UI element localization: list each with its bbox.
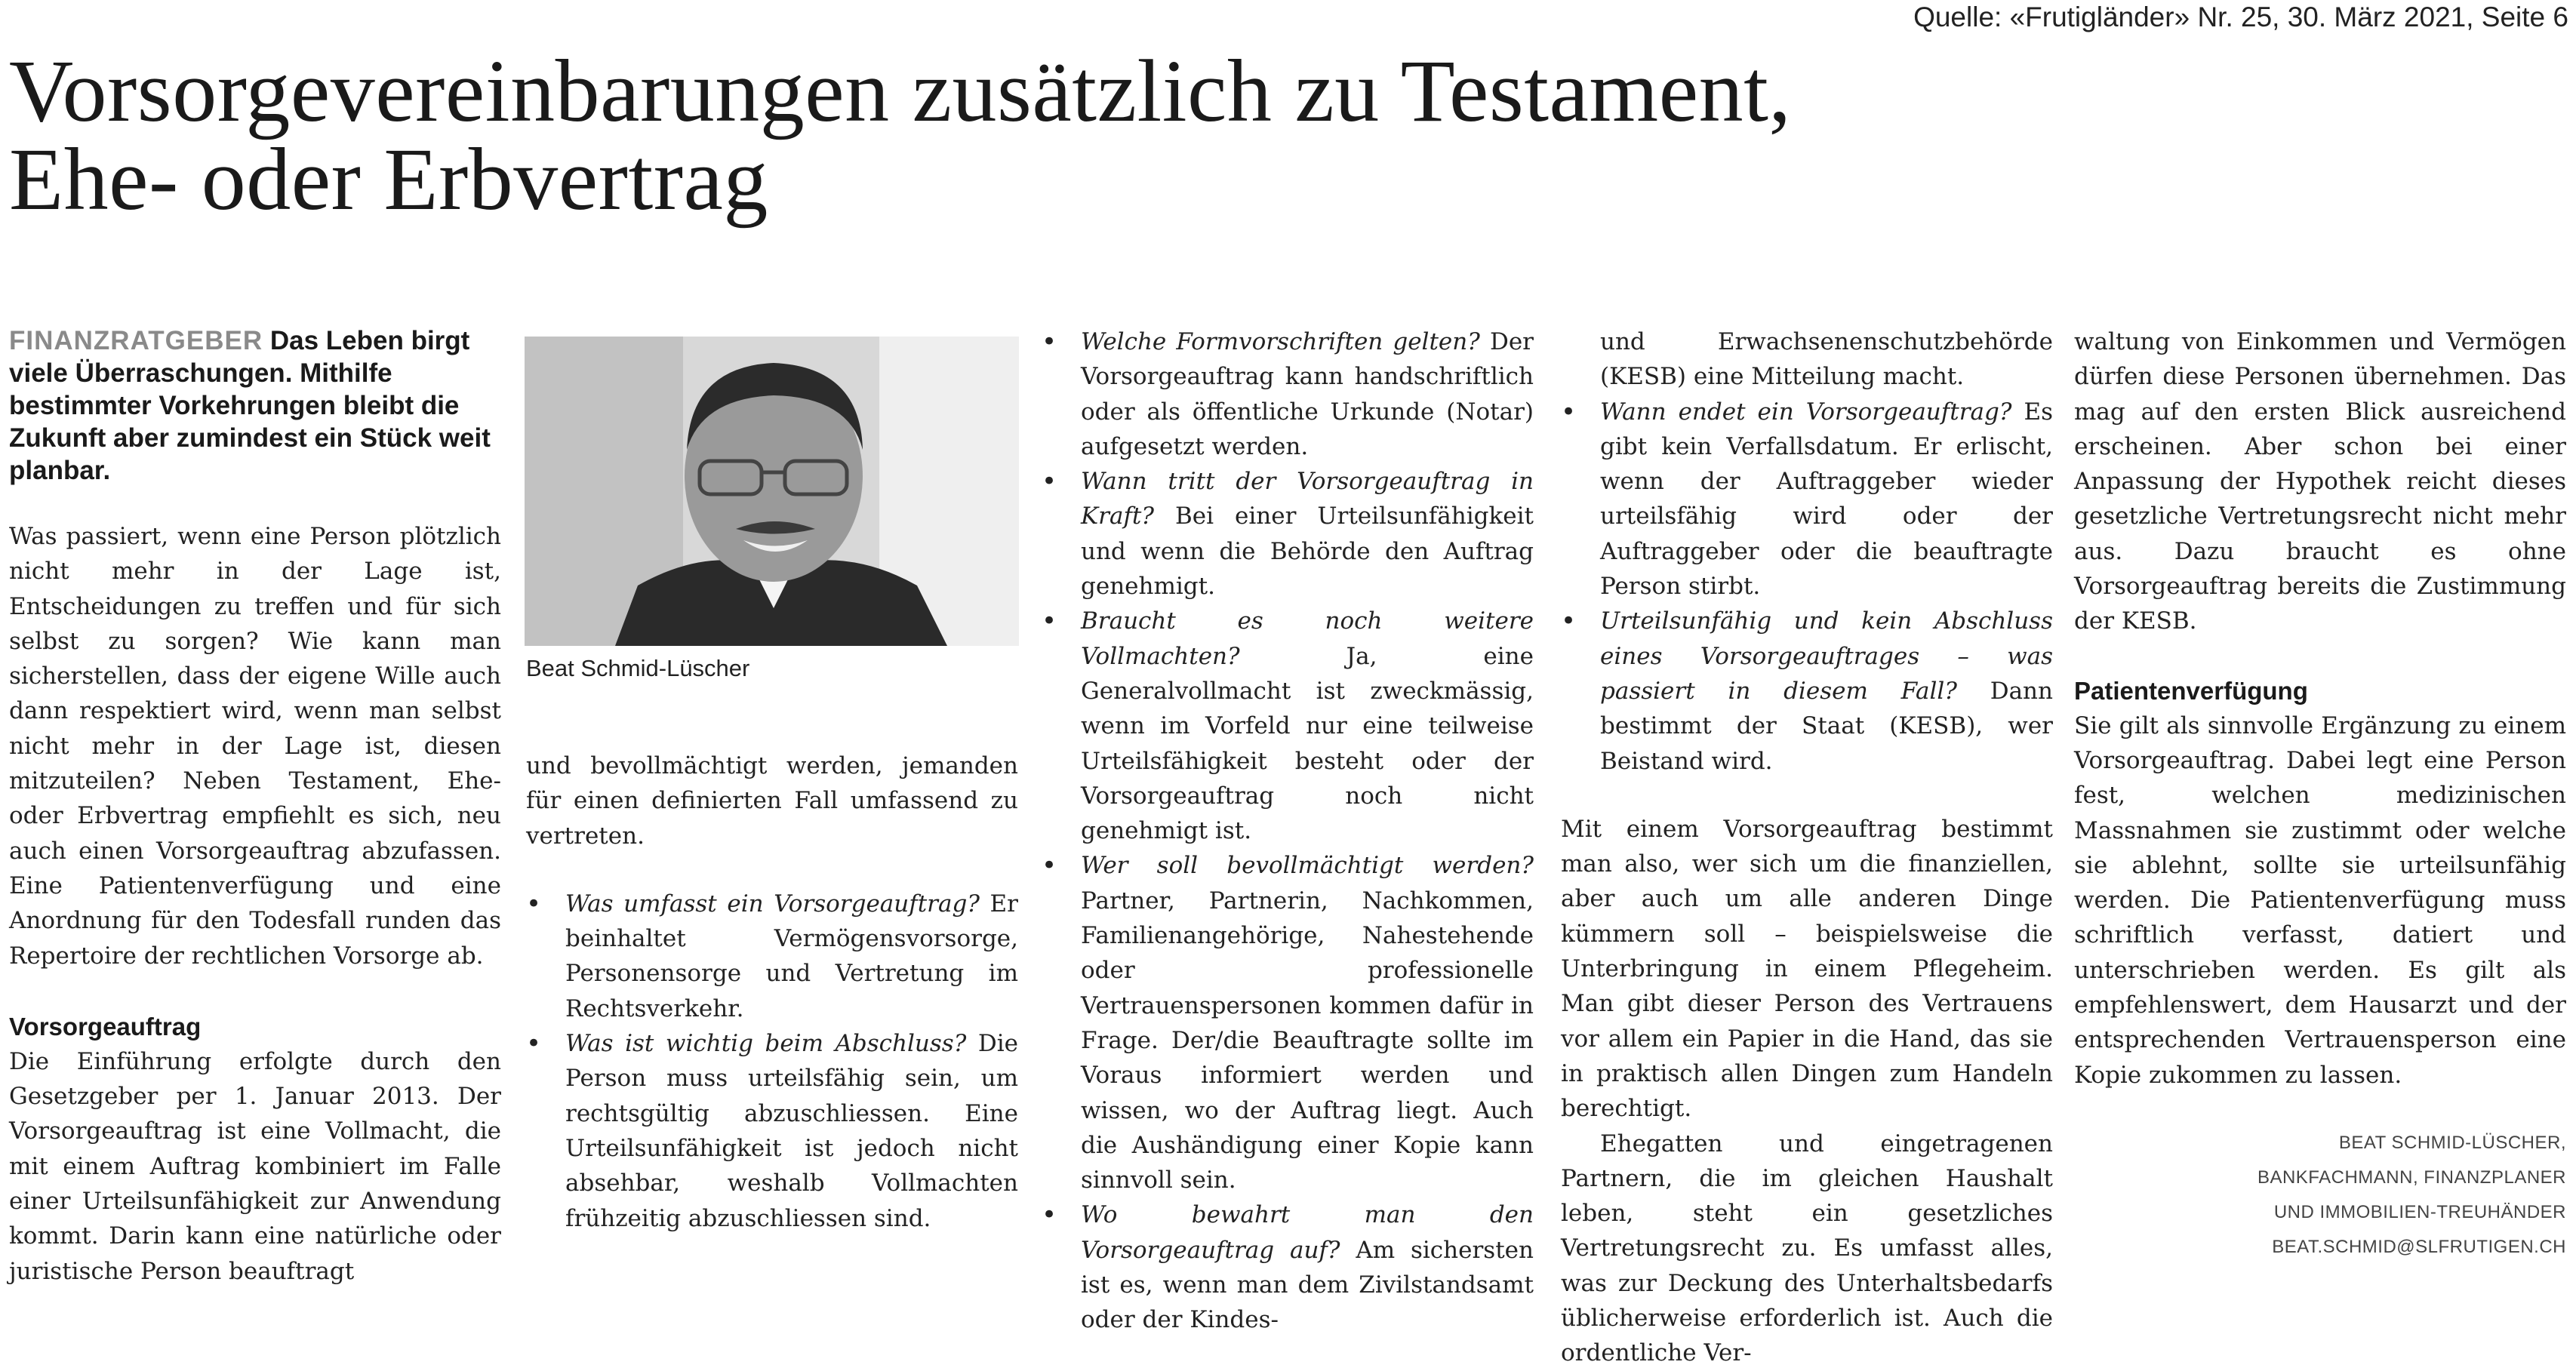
intro-lead	[9, 324, 501, 487]
bullet-question: Wo bewahrt man den Vorsorgeauftrag auf?	[1081, 1201, 1534, 1264]
page-title	[9, 41, 2568, 229]
bullet-question: Wann tritt der Vorsorgeauftrag in Kraft?	[1081, 468, 1534, 530]
bullet-answer: Er beinhaltet Vermögensvorsorge, Personensorge und Vertretung im Rechtsverkehr.	[565, 890, 1018, 1022]
paragraph: Ehegatten und eingetragenen Partnern, die im gleichen Haushalt leben, steht ein gesetzliches Vertretungsrecht zu. Es umfasst alles, was zur Deckung des Unterhaltsbedarfs üblicherweise erforderlich ist. Auch die ordentliche Ver-	[1561, 1130, 2053, 1367]
article-column-4	[1561, 324, 2053, 1371]
headline-line-1: Vorsorgevereinbarungen zusätzlich zu Testament,	[9, 41, 1792, 140]
bullet-question: Braucht es noch weitere Vollmachten?	[1081, 607, 1534, 670]
bullet-question: Welche Formvorschriften gelten?	[1081, 328, 1480, 355]
byline-line: UND IMMOBILIEN-TREUHÄNDER	[2273, 1201, 2566, 1222]
section-heading-vorsorgeauftrag: Vorsorgeauftrag	[9, 1012, 202, 1041]
photo-caption: Beat Schmid-Lüscher	[526, 655, 750, 681]
list-item	[1042, 604, 1534, 848]
bullet-question: Wann endet ein Vorsorgeauftrag?	[1600, 398, 2012, 426]
bullet-answer: Die Person muss urteilsfähig sein, um rechtsgültig abzuschliessen. Eine Urteilsunfähigkeit ist jedoch nicht absehbar, weshalb Vollmachten frühzeitig abzuschliessen sind.	[565, 1030, 1018, 1232]
byline-line: BEAT SCHMID-LÜSCHER,	[2338, 1132, 2566, 1153]
headline-line-2: Ehe- oder Erbvertrag	[9, 130, 768, 229]
paragraph: und bevollmächtigt werden, jemanden für einen definierten Fall umfassend zu vertreten.	[526, 752, 1018, 850]
bullet-answer: Bei einer Urteilsunfähigkeit und wenn die Behörde den Auftrag genehmigt.	[1081, 503, 1534, 601]
bullet-list	[526, 887, 1018, 1236]
bullet-list	[1042, 324, 1534, 1338]
paragraph: Was passiert, wenn eine Person plötzlich nicht mehr in der Lage ist, Entscheidungen zu treffen und für sich selbst zu sorgen? Wie kann man sicherstellen, dass der eigene Wille auch dann respektiert wird, wenn man selbst nicht mehr in der Lage ist, diesen mitzuteilen? Neben Testament, Ehe- oder Erbvertrag empfiehlt es sich, neu auch einen Vorsorgeauftrag abzufassen. Eine Patientenverfügung und eine Anordnung für den Todesfall runden das Repertoire der rechtlichen Vorsorge ab.	[9, 523, 501, 970]
intro-text: Das Leben birgt viele Überraschungen. Mithilfe bestimmter Vorkehrungen bleibt die Zukunft aber zumindest ein Stück weit planbar.	[9, 326, 491, 485]
bullet-question: Wer soll bevollmächtigt werden?	[1081, 852, 1534, 880]
article-column-1	[9, 324, 501, 1289]
bullet-answer: Am sichersten ist es, wenn man dem Zivilstandsamt oder der Kindes-	[1081, 1236, 1534, 1334]
paragraph: Die Einführung erfolgte durch den Gesetzgeber per 1. Januar 2013. Der Vorsorgeauftrag ist eine Vollmacht, die mit einem Auftrag kombiniert im Falle einer Urteilsunfähigkeit zur Anwendung kommt. Darin kann eine natürliche oder juristische Person beauftragt	[9, 1047, 501, 1285]
paragraph-continued: und Erwachsenenschutzbehörde (KESB) eine Mitteilung macht.	[1600, 328, 2053, 391]
list-item	[1042, 1197, 1534, 1337]
section-heading-patientenverfuegung: Patientenverfügung	[2074, 676, 2308, 705]
list-item	[1561, 395, 2053, 604]
article-column-3	[1042, 324, 1534, 1338]
list-item	[1042, 848, 1534, 1197]
bullet-answer: Dann bestimmt der Staat (KESB), wer Beistand wird.	[1600, 677, 2053, 775]
byline-email: BEAT.SCHMID@SLFRUTIGEN.CH	[2272, 1236, 2566, 1257]
paragraph: Sie gilt als sinnvolle Ergänzung zu einem Vorsorgeauftrag. Dabei legt eine Person fest, welchen medizinischen Massnahmen sie zustimmt oder welche sie ablehnt, sollte sie urteilsunfähig werden. Die Patientenverfügung muss schriftlich verfasst, datiert und unterschrieben werden. Es gilt als empfehlenswert, dem Hausarzt und der entsprechenden Vertrauensperson eine Kopie zukommen zu lassen.	[2074, 712, 2566, 1089]
source-line: Quelle: «Frutigländer» Nr. 25, 30. März 2021, Seite 6	[1913, 2, 2568, 32]
list-item	[1042, 464, 1534, 604]
list-item	[1561, 604, 2053, 778]
paragraph: Mit einem Vorsorgeauftrag bestimmt man also, wer sich um die finanziellen, aber auch um alle anderen Dinge kümmern soll – beispielsweise die Unterbringung in einem Pflegeheim. Man gibt dieser Person des Vertrauens vor allem ein Papier in die Hand, das sie in praktisch allen Dingen zum Handeln berechtigt.	[1561, 815, 2053, 1123]
list-item	[1042, 324, 1534, 464]
bullet-answer: Ja, eine Generalvollmacht ist zweckmässig, wenn im Vorfeld nur eine teilweise Urteilsfähigkeit besteht oder der Vorsorgeauftrag noch nicht genehmigt ist.	[1081, 642, 1534, 845]
article-column-2	[526, 749, 1018, 1236]
bullet-question: Was ist wichtig beim Abschluss?	[565, 1030, 967, 1058]
bullet-list	[1561, 395, 2053, 779]
list-item	[526, 887, 1018, 1026]
bullet-answer: Partner, Partnerin, Nachkommen, Familienangehörige, Nahestehende oder professionelle Vertrauenspersonen kommen dafür in Frage. Der/die Beauftragte sollte im Voraus informiert werden und wissen, wo der Auftrag liegt. Auch die Aushändigung einer Kopie kann sinnvoll sein.	[1081, 887, 1534, 1194]
list-item	[526, 1026, 1018, 1236]
author-byline	[2074, 1126, 2566, 1265]
article-column-5	[2074, 324, 2566, 1265]
portrait-image	[525, 337, 1019, 646]
author-photo	[525, 337, 1019, 646]
bullet-answer: Es gibt kein Verfallsdatum. Er erlischt, wenn der Auftraggeber wieder urteilsfähig wird oder der Auftraggeber oder die beauftragte Person stirbt.	[1600, 398, 2053, 601]
bullet-question: Was umfasst ein Vorsorgeauftrag?	[565, 890, 980, 918]
bullet-question: Urteilsunfähig und kein Abschluss eines Vorsorgeauftrages – was passiert in diesem Fall?	[1600, 607, 2053, 705]
paragraph: waltung von Einkommen und Vermögen dürfen diese Personen übernehmen. Das mag auf den ersten Blick ausreichend erscheinen. Aber schon bei einer Anpassung der Hypothek reicht dieses gesetzliche Vertretungsrecht nicht mehr aus. Dazu braucht es ohne Vorsorgeauftrag bereits die Zustimmung der KESB.	[2074, 328, 2566, 635]
byline-line: BANKFACHMANN, FINANZPLANER	[2257, 1167, 2566, 1188]
kicker-label: FINANZRATGEBER	[9, 326, 263, 355]
bullet-answer: Der Vorsorgeauftrag kann handschriftlich oder als öffentliche Urkunde (Notar) aufgesetzt werden.	[1081, 328, 1534, 460]
